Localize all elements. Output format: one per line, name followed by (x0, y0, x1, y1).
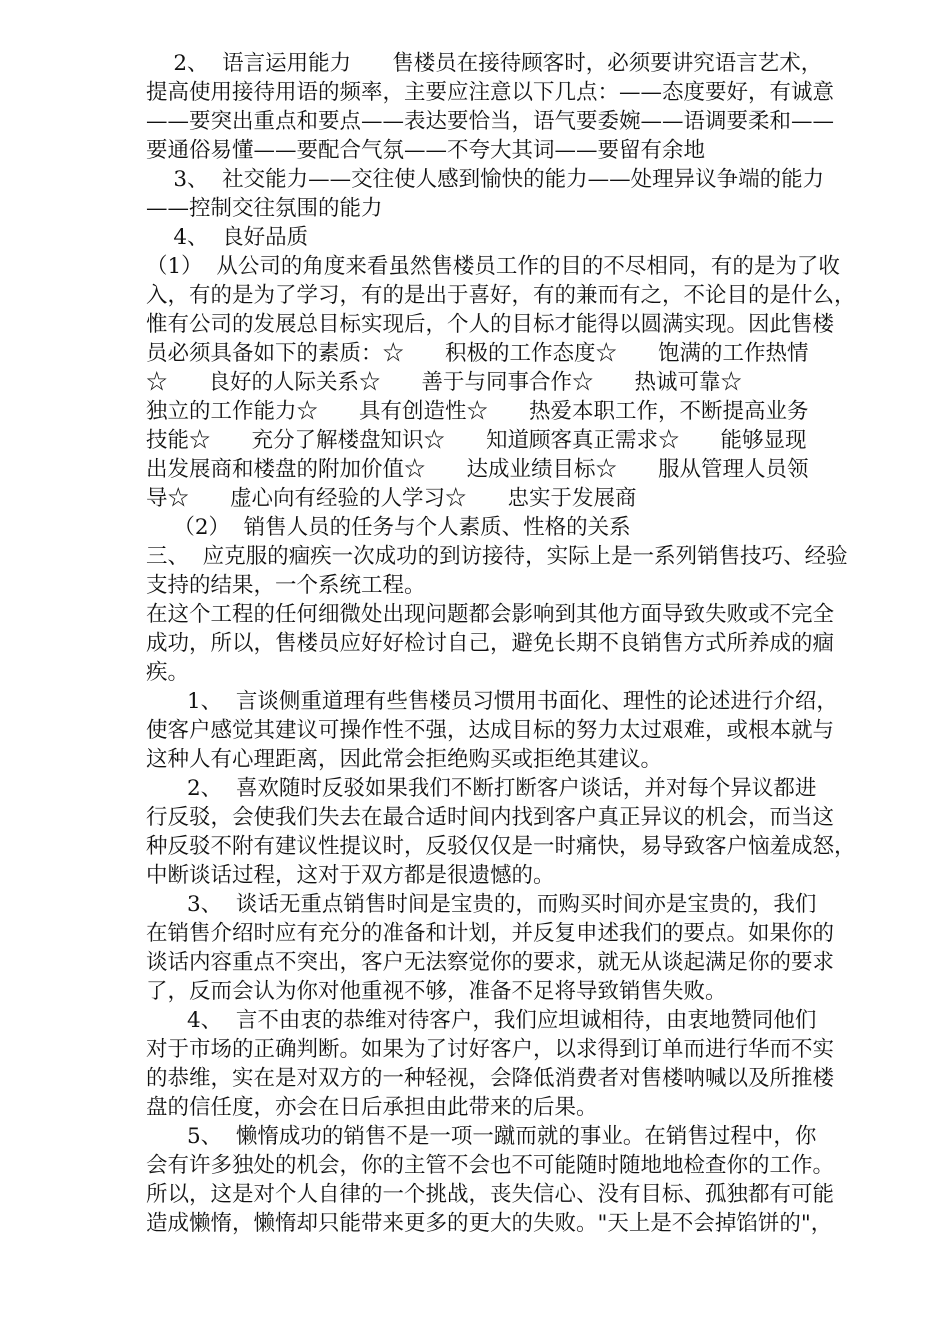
text-line: 独立的工作能力☆ 具有创造性☆ 热爱本职工作，不断提高业务 (146, 399, 809, 424)
text-line: ☆ 良好的人际关系☆ 善于与同事合作☆ 热诚可靠☆ (146, 370, 743, 395)
text-line: 5、 懒惰成功的销售不是一项一蹴而就的事业。在销售过程中，你 (146, 1124, 817, 1149)
text-line: 要通俗易懂——要配合气氛——不夸大其词——要留有余地 (146, 138, 706, 163)
text-line: 3、 谈话无重点销售时间是宝贵的，而购买时间亦是宝贵的，我们 (146, 892, 817, 917)
text-line: 在这个工程的任何细微处出现问题都会影响到其他方面导致失败或不完全 (146, 602, 835, 627)
text-line: 对于市场的正确判断。如果为了讨好客户，以求得到订单而进行华而不实 (146, 1037, 835, 1062)
text-line: 行反驳，会使我们失去在最合适时间内找到客户真正异议的机会，而当这 (146, 805, 835, 830)
text-line: 提高使用接待用语的频率，主要应注意以下几点：——态度要好，有诚意 (146, 80, 835, 105)
text-line: 2、 喜欢随时反驳如果我们不断打断客户谈话，并对每个异议都进 (146, 776, 817, 801)
text-line: 4、 良好品质 (146, 225, 309, 250)
text-line: 成功，所以，售楼员应好好检讨自己，避免长期不良销售方式所养成的痼 (146, 631, 835, 656)
text-line: 惟有公司的发展总目标实现后，个人的目标才能得以圆满实现。因此售楼 (146, 312, 835, 337)
text-line: 了，反而会认为你对他重视不够，准备不足将导致销售失败。 (146, 979, 727, 1004)
text-line: 员必须具备如下的素质：☆ 积极的工作态度☆ 饱满的工作热情 (146, 341, 809, 366)
text-line: 2、 语言运用能力 售楼员在接待顾客时，必须要讲究语言艺术， (146, 51, 823, 76)
text-line: 导☆ 虚心向有经验的人学习☆ 忠实于发展商 (146, 486, 637, 511)
text-line: 3、 社交能力——交往使人感到愉快的能力——处理异议争端的能力 (146, 167, 825, 192)
text-line: 造成懒惰，懒惰却只能带来更多的更大的失败。"天上是不会掉馅饼的"， (146, 1211, 833, 1236)
text-line: 在销售介绍时应有充分的准备和计划，并反复申述我们的要点。如果你的 (146, 921, 835, 946)
text-line: 使客户感觉其建议可操作性不强，达成目标的努力太过艰难，或根本就与 (146, 718, 835, 743)
text-line: 技能☆ 充分了解楼盘知识☆ 知道顾客真正需求☆ 能够显现 (146, 428, 807, 453)
text-line: 支持的结果，一个系统工程。 (146, 573, 426, 598)
text-line: 中断谈话过程，这对于双方都是很遗憾的。 (146, 863, 555, 888)
text-line: 的恭维，实在是对双方的一种轻视，会降低消费者对售楼呐喊以及所推楼 (146, 1066, 835, 1091)
text-line: 盘的信任度，亦会在日后承担由此带来的后果。 (146, 1095, 598, 1120)
text-line: 种反驳不附有建议性提议时，反驳仅仅是一时痛快，易导致客户恼羞成怒， (146, 834, 856, 859)
text-line: 4、 言不由衷的恭维对待客户，我们应坦诚相待，由衷地赞同他们 (146, 1008, 817, 1033)
text-line: 出发展商和楼盘的附加价值☆ 达成业绩目标☆ 服从管理人员领 (146, 457, 809, 482)
text-line: 1、 言谈侧重道理有些售楼员习惯用书面化、理性的论述进行介绍， (146, 689, 838, 714)
text-line: 会有许多独处的机会，你的主管不会也不可能随时随地地检查你的工作。 (146, 1153, 835, 1178)
text-line: 疾。 (146, 660, 190, 685)
text-line: 入，有的是为了学习，有的是出于喜好，有的兼而有之，不论目的是什么， (146, 283, 856, 308)
text-line: （1） 从公司的角度来看虽然售楼员工作的目的不尽相同，有的是为了收 (146, 254, 840, 279)
text-line: 谈话内容重点不突出，客户无法察觉你的要求，就无从谈起满足你的要求 (146, 950, 835, 975)
text-line: （2） 销售人员的任务与个人素质、性格的关系 (146, 515, 631, 540)
text-line: 所以，这是对个人自律的一个挑战，丧失信心、没有目标、孤独都有可能 (146, 1182, 835, 1207)
text-line: 这种人有心理距离，因此常会拒绝购买或拒绝其建议。 (146, 747, 663, 772)
text-line: ——控制交往氛围的能力 (146, 196, 383, 221)
text-line: ——要突出重点和要点——表达要恰当，语气要委婉——语调要柔和—— (146, 109, 835, 134)
text-line: 三、 应克服的痼疾一次成功的到访接待，实际上是一系列销售技巧、经验 (146, 544, 848, 569)
